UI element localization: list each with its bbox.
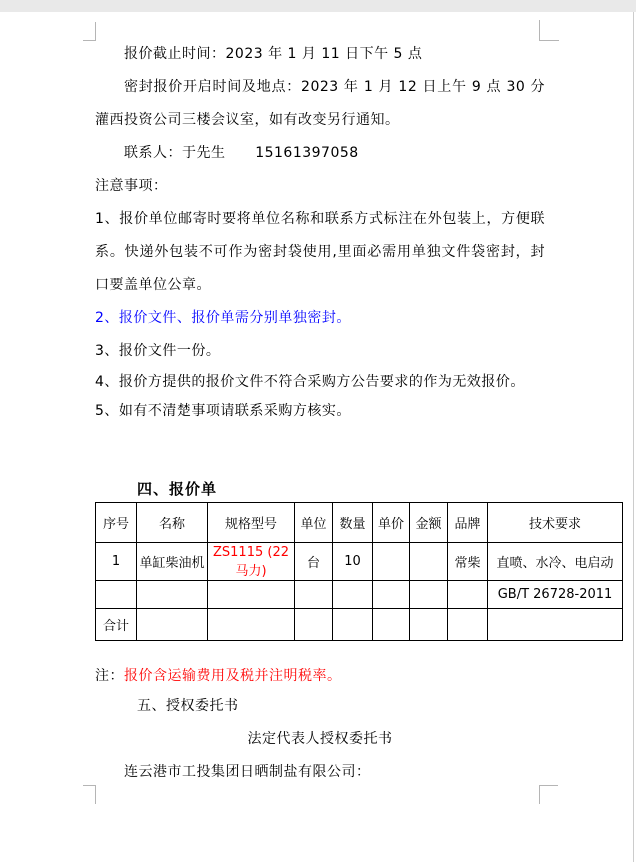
section-title-authorization: 五、授权委托书 bbox=[137, 698, 239, 714]
header-cell-qty: 数量 bbox=[333, 503, 373, 543]
section-title-quotation: 四、报价单 bbox=[137, 480, 218, 498]
header-cell-name: 名称 bbox=[137, 503, 208, 543]
salutation-line: 连云港市工投集团日晒制盐有限公司： bbox=[124, 764, 371, 780]
cell-name: 单缸柴油机 bbox=[137, 543, 208, 581]
cell-qty: 10 bbox=[333, 543, 373, 581]
cell-standard-number: GB/T 26728-2011 bbox=[488, 581, 623, 609]
notice-item-2: 2、报价文件、报价单需分别单独密封。 bbox=[95, 310, 351, 326]
cell-brand: 常柴 bbox=[448, 543, 488, 581]
cell-unit-price bbox=[373, 543, 410, 581]
header-cell-brand: 品牌 bbox=[448, 503, 488, 543]
header-cell-amount: 金额 bbox=[410, 503, 448, 543]
cell-tech-req: 直喷、水冷、电启动 bbox=[488, 543, 623, 581]
quotation-section bbox=[95, 476, 622, 789]
remark-red-text: 报价含运输费用及税并注明税率。 bbox=[124, 668, 342, 684]
paragraph-deadline: 报价截止时间：2023 年 1 月 11 日下午 5 点 bbox=[124, 46, 423, 62]
notice-item-1: 1、报价单位邮寄时要将单位名称和联系方式标注在外包装上，方便联系。快递外包装不可作为密封袋使用,里面必需用单独文件袋密封，封口要盖单位公章。 bbox=[95, 211, 545, 293]
page-edge-line bbox=[633, 12, 634, 862]
header-cell-seq: 序号 bbox=[96, 503, 137, 543]
quotation-table bbox=[95, 502, 623, 641]
table-row-total bbox=[96, 609, 623, 641]
table-header-row bbox=[96, 503, 623, 543]
remark-line bbox=[95, 663, 622, 690]
notice-item-4: 4、报价方提供的报价文件不符合采购方公告要求的作为无效报价。 bbox=[95, 374, 525, 390]
header-cell-tech-req: 技术要求 bbox=[488, 503, 623, 543]
paragraph-contact: 联系人：于先生 15161397058 bbox=[124, 145, 359, 161]
paragraph-opening-time-place: 密封报价开启时间及地点：2023 年 1 月 12 日上午 9 点 30 分灌西投资公司三楼会议室，如有改变另行通知。 bbox=[95, 79, 545, 128]
table-row-standard bbox=[96, 581, 623, 609]
header-cell-unit: 单位 bbox=[295, 503, 333, 543]
cell-spec: ZS1115 (22 马力) bbox=[208, 543, 295, 581]
remark-prefix: 注： bbox=[95, 668, 124, 684]
cell-seq: 1 bbox=[96, 543, 137, 581]
cell-amount bbox=[410, 543, 448, 581]
table-row-item-1 bbox=[96, 543, 623, 581]
notes-heading: 注意事项： bbox=[95, 178, 168, 194]
header-cell-unit-price: 单价 bbox=[373, 503, 410, 543]
notice-item-3: 3、报价文件一份。 bbox=[95, 343, 221, 359]
header-cell-spec: 规格型号 bbox=[208, 503, 295, 543]
body-text-block bbox=[95, 38, 545, 426]
authorization-subtitle: 法定代表人授权委托书 bbox=[247, 731, 393, 747]
cell-unit: 台 bbox=[295, 543, 333, 581]
notice-item-5: 5、如有不清楚事项请联系采购方核实。 bbox=[95, 403, 351, 419]
cell-total-label: 合计 bbox=[96, 609, 137, 641]
